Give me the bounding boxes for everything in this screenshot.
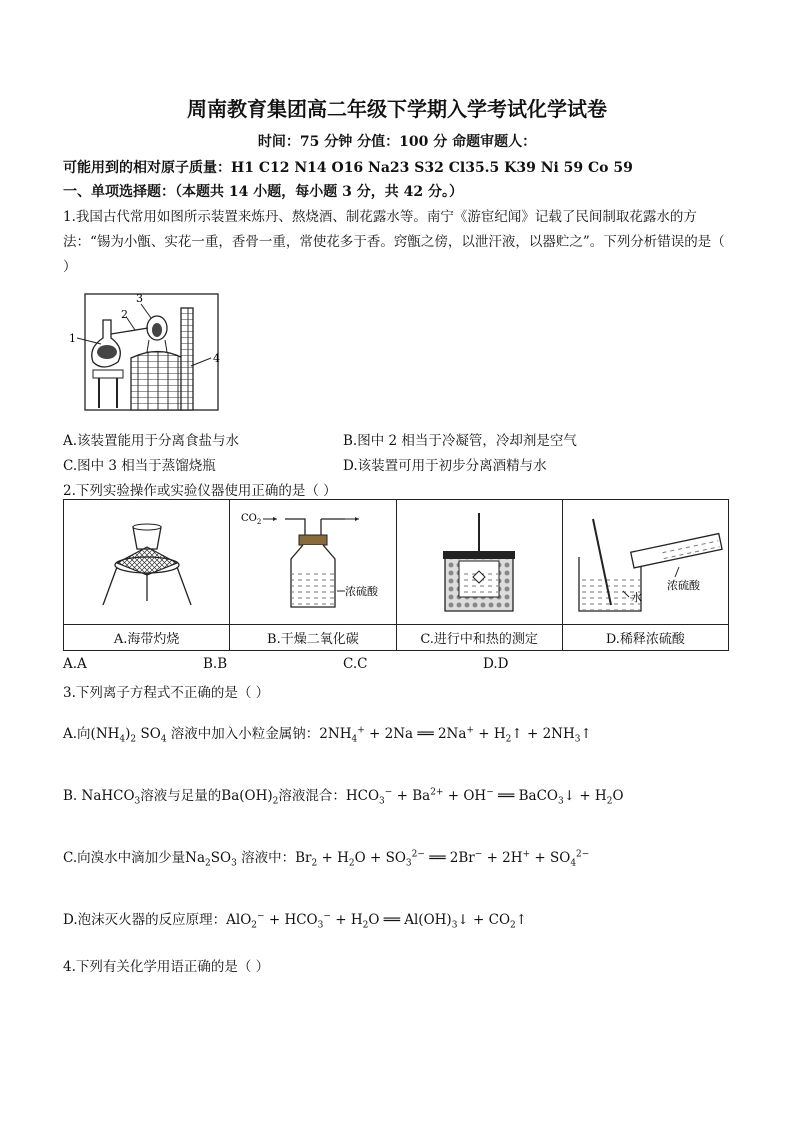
q1-option-a: A.该装置能用于分离食盐与水	[63, 433, 240, 449]
q2-cell-d	[562, 500, 728, 625]
q2-cell-a	[64, 500, 230, 625]
q1-option-d: D.该装置可用于初步分离酒精与水	[343, 458, 547, 474]
q2-caption-a: A.海带灼烧	[64, 625, 230, 651]
atomic-masses: 可能用到的相对原子质量：H1 C12 N14 O16 Na23 S32 Cl35.5 K39 Ni 59 Co 59	[63, 160, 633, 176]
q2-option-a: A.A	[63, 656, 87, 672]
gas-washing-bottle-figure	[233, 505, 393, 615]
question-4-stem: 4.下列有关化学用语正确的是（ ）	[63, 959, 270, 975]
dilution-figure	[565, 505, 725, 615]
q2-option-b: B.B	[203, 656, 228, 672]
calorimeter-figure	[399, 505, 559, 615]
figure-label-2: 2	[121, 308, 128, 321]
question-2-stem: 2.下列实验操作或实验仪器使用正确的是（ ）	[63, 483, 337, 499]
figure-label-3: 3	[136, 292, 143, 305]
q3-option-b: B. NaHCO$_3$溶液与足量的$Ba(OH)_2$溶液混合：$HCO_3^- + Ba^{2+} + OH^-$ ══ BaCO$_3$↓ + $H_2O$	[63, 787, 624, 807]
q2-cell-b	[230, 500, 396, 625]
co2-label: $CO_2$	[240, 513, 262, 526]
exam-title: 周南教育集团高二年级下学期入学考试化学试卷	[187, 97, 607, 121]
q3-option-d: D.泡沫灭火器的反应原理：$AlO_2^- + HCO_3^- + H_2O$ ══ $Al(OH)_3↓$ + $CO_2↑$	[63, 911, 528, 931]
figure-label-4: 4	[213, 352, 220, 365]
q2-caption-d: D.稀释浓硫酸	[562, 625, 728, 651]
q1-option-c: C.图中 3 相当于蒸馏烧瓶	[63, 458, 216, 474]
q2-option-c: C.C	[343, 656, 368, 672]
q2-cell-c	[396, 500, 562, 625]
distillation-apparatus-figure	[63, 290, 223, 415]
acid-label-d: 浓硫酸	[667, 579, 701, 592]
q1-option-b: B.图中 2 相当于冷凝管，冷却剂是空气	[343, 433, 577, 449]
acid-label-b: 浓硫酸	[344, 585, 378, 598]
crucible-burning-figure	[67, 505, 227, 615]
question-1-stem: 1.我国古代常用如图所示装置来炼丹、熬烧酒、制花露水等。南宁《游宦纪闻》记载了民间制取花露水的方法：“锡为小甑、实花一重，香骨一重，常使花多于香。窍甑之傍，以泄汗液，以器贮之”。下列分析错误的是（ ）	[63, 209, 725, 275]
q3-option-c: C.向溴水中滴加少量$Na_2SO_3$ 溶液中：$Br_2 + H_2O + SO_3^{2-}$ ══ $2Br^- + 2H^+ + SO_4^{2-}$	[63, 849, 590, 869]
q2-caption-b: B.干燥二氧化碳	[230, 625, 396, 651]
q2-experiment-table	[63, 499, 729, 651]
q3-option-a: A.向$(NH_4)_2$ $SO_4$ 溶液中加入小粒金属钠：$2NH_4^+ + 2Na$ ══ $2Na^+ + H_2↑$ + $2NH_3↑$	[63, 725, 592, 745]
exam-meta: 时间：75 分钟 分值：100 分 命题审题人：	[257, 134, 537, 150]
q2-option-d: D.D	[483, 656, 509, 672]
water-label-d: 水	[631, 591, 643, 604]
section-title: 一、单项选择题：（本题共 14 小题，每小题 3 分，共 42 分。）	[63, 184, 463, 200]
figure-label-1: 1	[69, 332, 76, 345]
question-3-stem: 3.下列离子方程式不正确的是（ ）	[63, 685, 270, 701]
q2-caption-c: C.进行中和热的测定	[396, 625, 562, 651]
